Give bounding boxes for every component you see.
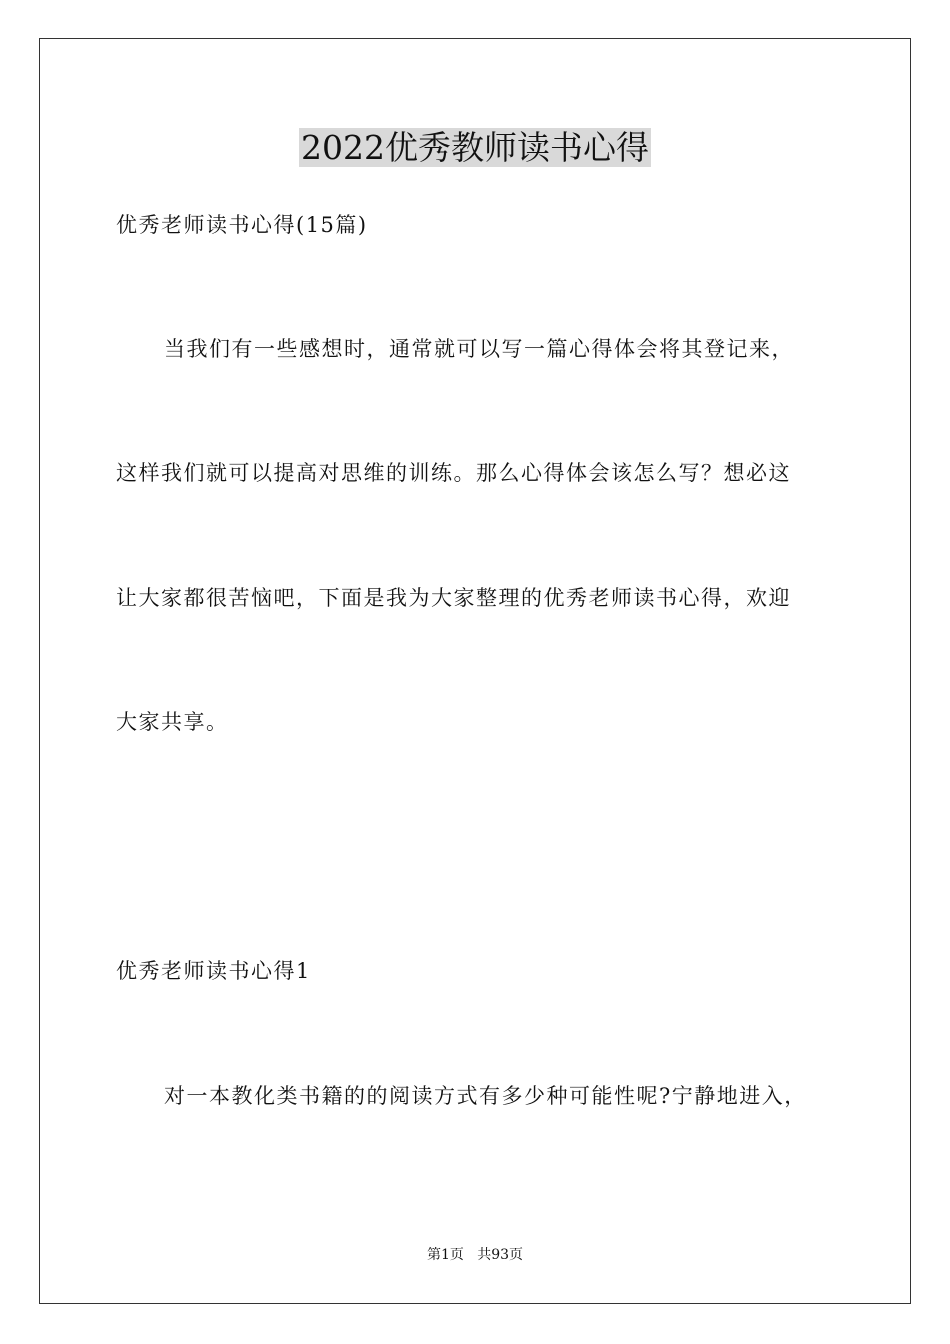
page-number-footer: 第1页 共93页 bbox=[426, 1247, 524, 1263]
document-title bbox=[0, 126, 950, 170]
intro-line-4: 大家共享。 bbox=[116, 710, 229, 734]
intro-line-3: 让大家都很苦恼吧，下面是我为大家整理的优秀老师读书心得，欢迎 bbox=[116, 586, 791, 610]
section-line-1: 对一本教化类书籍的的阅读方式有多少种可能性呢?宁静地进入， bbox=[164, 1084, 807, 1108]
document-subtitle: 优秀老师读书心得(15篇) bbox=[116, 213, 368, 237]
section-heading: 优秀老师读书心得1 bbox=[116, 959, 311, 983]
intro-line-2: 这样我们就可以提高对思维的训练。那么心得体会该怎么写？想必这 bbox=[116, 461, 791, 485]
intro-line-1: 当我们有一些感想时，通常就可以写一篇心得体会将其登记来， bbox=[164, 337, 794, 361]
document-title-text: 2022优秀教师读书心得 bbox=[301, 128, 649, 167]
